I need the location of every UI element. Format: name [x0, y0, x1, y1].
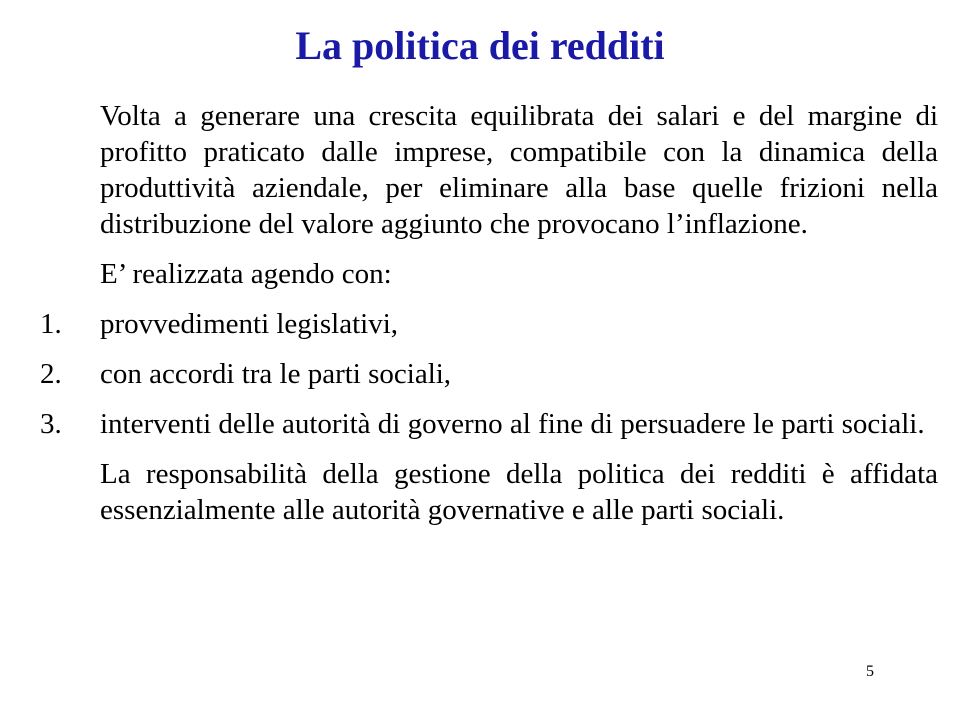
list-marker: 2.: [40, 358, 62, 390]
intro-paragraph: Volta a generare una crescita equilibrata dei salari e del margine di profitto praticato dalle imprese, compatibile con la dinamica della produttività aziendale, per eliminare alla base quelle frizioni nella distribuzione del valore aggiunto che provocano l’inflazione.: [100, 100, 938, 240]
list-marker: 3.: [40, 408, 62, 440]
list-item-text: provvedimenti legislativi,: [100, 308, 399, 340]
list-item-text: con accordi tra le parti sociali,: [100, 358, 452, 390]
closing-paragraph: La responsabilità della gestione della politica dei redditi è affidata essenzialmente alle autorità governative e alle parti sociali.: [100, 458, 938, 526]
slide-title: La politica dei redditi: [295, 23, 665, 68]
list-item: [40, 406, 938, 442]
list-marker: 1.: [40, 308, 62, 340]
list-item: [40, 306, 938, 342]
list-lead-paragraph: E’ realizzata agendo con:: [100, 258, 392, 290]
slide-body: [40, 98, 938, 542]
list-item-text: interventi delle autorità di governo al fine di persuadere le parti sociali.: [100, 408, 925, 440]
list-item: [40, 356, 938, 392]
page-number: 5: [866, 663, 874, 680]
